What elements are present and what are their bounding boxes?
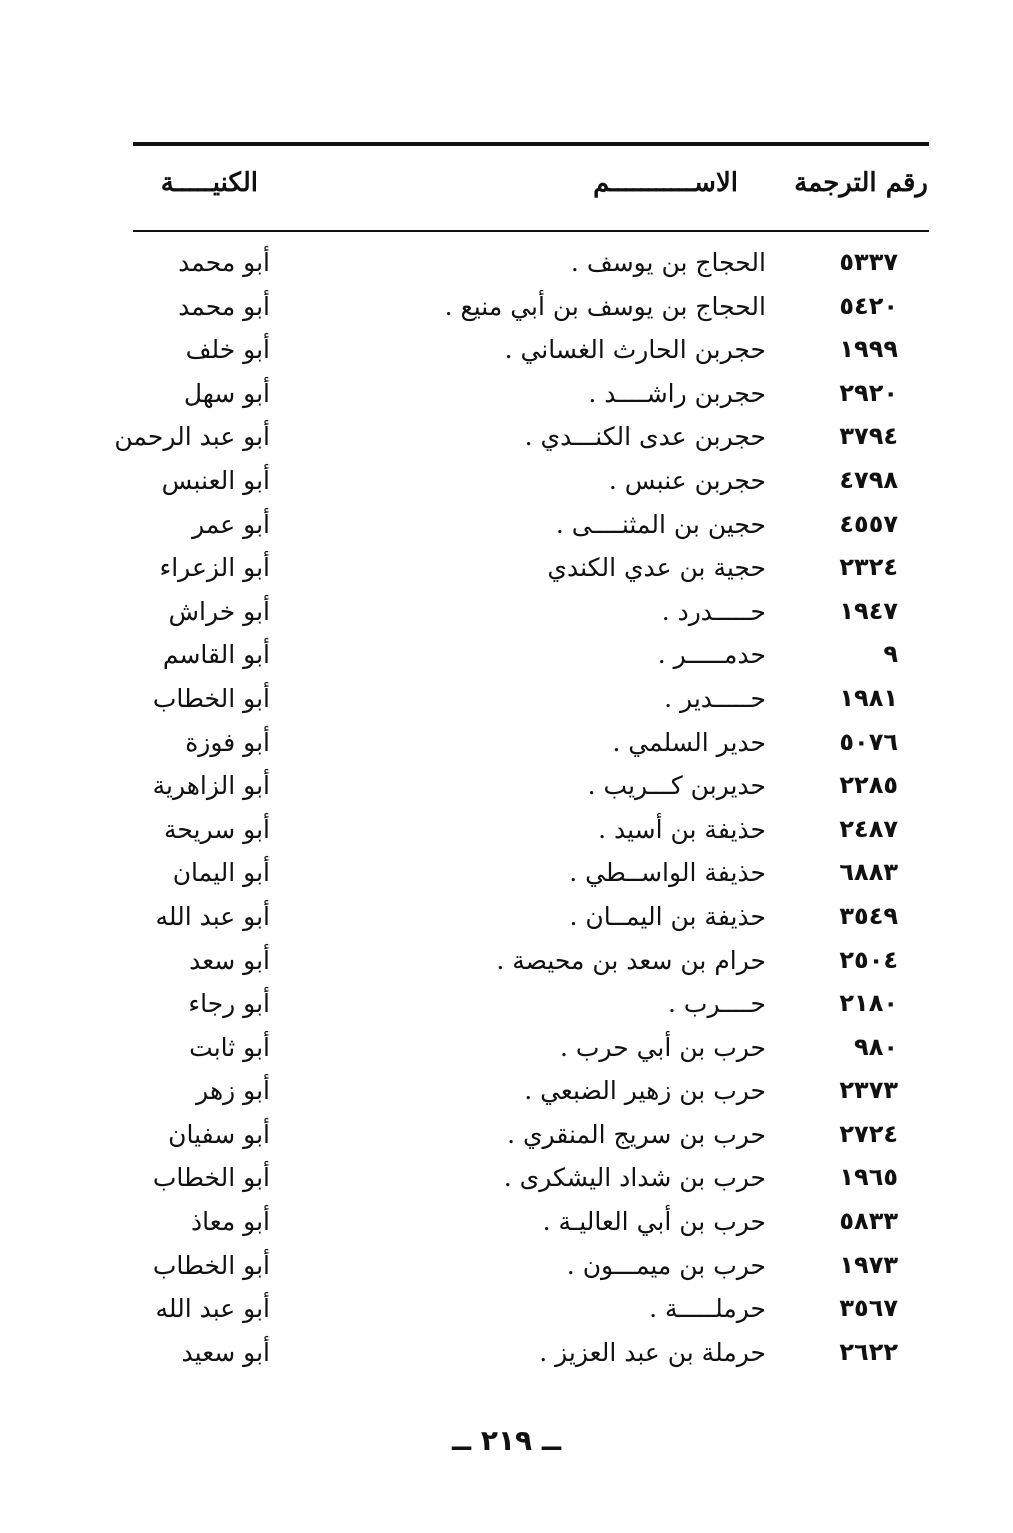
entry-name: حرام بن سعد بن محيصة . [496,945,766,975]
entry-kunya: أبو عبد الله [155,901,270,931]
entry-kunya: أبو رجاء [188,989,270,1019]
entry-name: حديربن كـــريب . [587,771,766,801]
entry-number: ٦٨٨٣ [839,858,898,887]
entry-number: ٢٩٢٠ [839,378,898,407]
entry-name: حجية بن عدي الكندي [547,553,766,583]
entry-name: حجربن عدى الكنـــدي . [524,422,766,452]
entry-number: ٥٠٧٦ [839,727,898,756]
table-row [0,1072,1013,1116]
entry-name: حدير السلمي . [612,727,766,757]
entry-name: حـــــدير . [664,683,766,713]
entry-name: حدمـــــر . [657,640,766,670]
entry-kunya: أبو سهل [183,378,270,408]
entry-number: ٢٥٠٤ [839,945,898,974]
table-row [0,680,1013,724]
table-row [0,724,1013,768]
entry-name: حرب بن شداد اليشكرى . [503,1163,766,1193]
entry-name: حجين بن المثنــــى . [555,509,766,539]
entry-number: ٢٢٨٥ [839,771,898,800]
entry-kunya: أبو سعيد [181,1337,270,1367]
entry-name: حرملة بن عبد العزيز . [539,1337,766,1367]
entry-kunya: أبو ثابت [189,1032,270,1062]
table-row [0,375,1013,419]
entry-name: حرب بن أبي العاليـة . [542,1207,766,1237]
entry-kunya: أبو معاذ [191,1207,270,1237]
entry-name: حذيفة بن أسيد . [598,814,766,844]
entry-name: الحجاج بن يوسف بن أبي منيع . [444,291,766,321]
entry-kunya: أبو عبد الرحمن [114,422,270,452]
entry-kunya: أبو محمد [178,291,270,321]
table-row [0,331,1013,375]
entry-name: حرب بن ميمـــون . [566,1250,766,1280]
entry-name: الحجاج بن يوسف . [570,248,766,277]
entry-number: ٥٨٣٣ [839,1207,898,1236]
entry-number: ١٩٤٧ [839,596,898,625]
entry-name: حذيفة الواســطي . [569,858,766,888]
entry-kunya: أبو خلف [185,335,270,365]
entry-number: ٥٤٢٠ [839,291,898,320]
table-row [0,1029,1013,1073]
entry-kunya: أبو اليمان [172,858,270,888]
header-rule [133,230,929,232]
entry-number: ٩٨٠ [854,1032,898,1061]
entry-name: حجربن عنبس . [608,465,766,495]
entry-name: حرب بن سريج المنقري . [507,1119,766,1149]
entry-kunya: أبو سريحة [163,814,270,844]
entry-number: ٢٣٢٤ [839,553,898,582]
entry-name: حرب بن زهير الضبعي . [524,1076,766,1106]
entry-kunya: أبو الخطاب [152,1163,270,1193]
table-row [0,898,1013,942]
table-row [0,1334,1013,1378]
entry-number: ١٩٦٥ [839,1163,898,1192]
table-row [0,767,1013,811]
entry-number: ٤٧٩٨ [839,465,898,494]
entry-number: ١٩٩٩ [839,335,898,364]
entry-number: ٣٥٦٧ [839,1294,898,1323]
entry-kunya: أبو فوزة [185,727,270,757]
entry-number: ١٩٧٣ [839,1250,898,1279]
entry-name: حـــــدرد . [661,596,766,626]
table-row [0,462,1013,506]
table-row [0,1290,1013,1334]
entry-number: ١٩٨١ [839,683,898,712]
entry-number: ٢٣٧٣ [839,1076,898,1105]
entry-name: حجربن راشــــد . [588,378,766,408]
entry-kunya: أبو محمد [178,248,270,277]
entry-kunya: أبو الزعراء [159,553,270,583]
entry-name: حذيفة بن اليمــان . [569,901,766,931]
entry-number: ٢٤٨٧ [839,814,898,843]
table-row [0,244,1013,288]
table-row [0,942,1013,986]
entry-kunya: أبو زهر [196,1076,270,1106]
entry-number: ٢٧٢٤ [839,1119,898,1148]
entry-kunya: أبو القاسم [162,640,270,670]
table-row [0,506,1013,550]
entry-kunya: أبو الزاهرية [152,771,270,801]
header-number-label: رقم الترجمة [794,168,928,198]
entry-number: ٩ [883,640,898,669]
entry-number: ٣٥٤٩ [839,901,898,930]
top-rule [133,142,929,146]
entry-kunya: أبو الخطاب [152,683,270,713]
table-row [0,288,1013,332]
table-row [0,593,1013,637]
entry-name: حرب بن أبي حرب . [559,1032,766,1062]
entry-name: حرملـــــة . [649,1294,766,1324]
table-row [0,1247,1013,1291]
table-row [0,1159,1013,1203]
header-kunya-label: الكنيـــــة [160,168,258,198]
header-name-label: الاســـــــــــم [593,168,738,198]
table-row [0,811,1013,855]
entry-kunya: أبو سفيان [168,1119,270,1149]
entry-name: حــــرب . [668,989,766,1019]
table-row [0,854,1013,898]
entry-kunya: أبو الخطاب [152,1250,270,1280]
entry-kunya: أبو سعد [189,945,270,975]
table-row [0,636,1013,680]
page-number: ــ ٢١٩ ــ [451,1424,562,1457]
entry-number: ٤٥٥٧ [839,509,898,538]
entry-number: ٥٣٣٧ [839,248,898,276]
table-row [0,549,1013,593]
table-row [0,985,1013,1029]
entry-number: ٢١٨٠ [839,989,898,1018]
entry-number: ٣٧٩٤ [839,422,898,451]
entry-kunya: أبو عبد الله [155,1294,270,1324]
entries-table [0,244,1013,1377]
entry-name: حجربن الحارث الغساني . [504,335,766,365]
entry-kunya: أبو خراش [168,596,270,626]
table-row [0,1203,1013,1247]
entry-kunya: أبو العنبس [161,465,270,495]
table-row [0,1116,1013,1160]
entry-kunya: أبو عمر [192,509,270,539]
table-row [0,418,1013,462]
entry-number: ٢٦٢٢ [839,1337,898,1366]
